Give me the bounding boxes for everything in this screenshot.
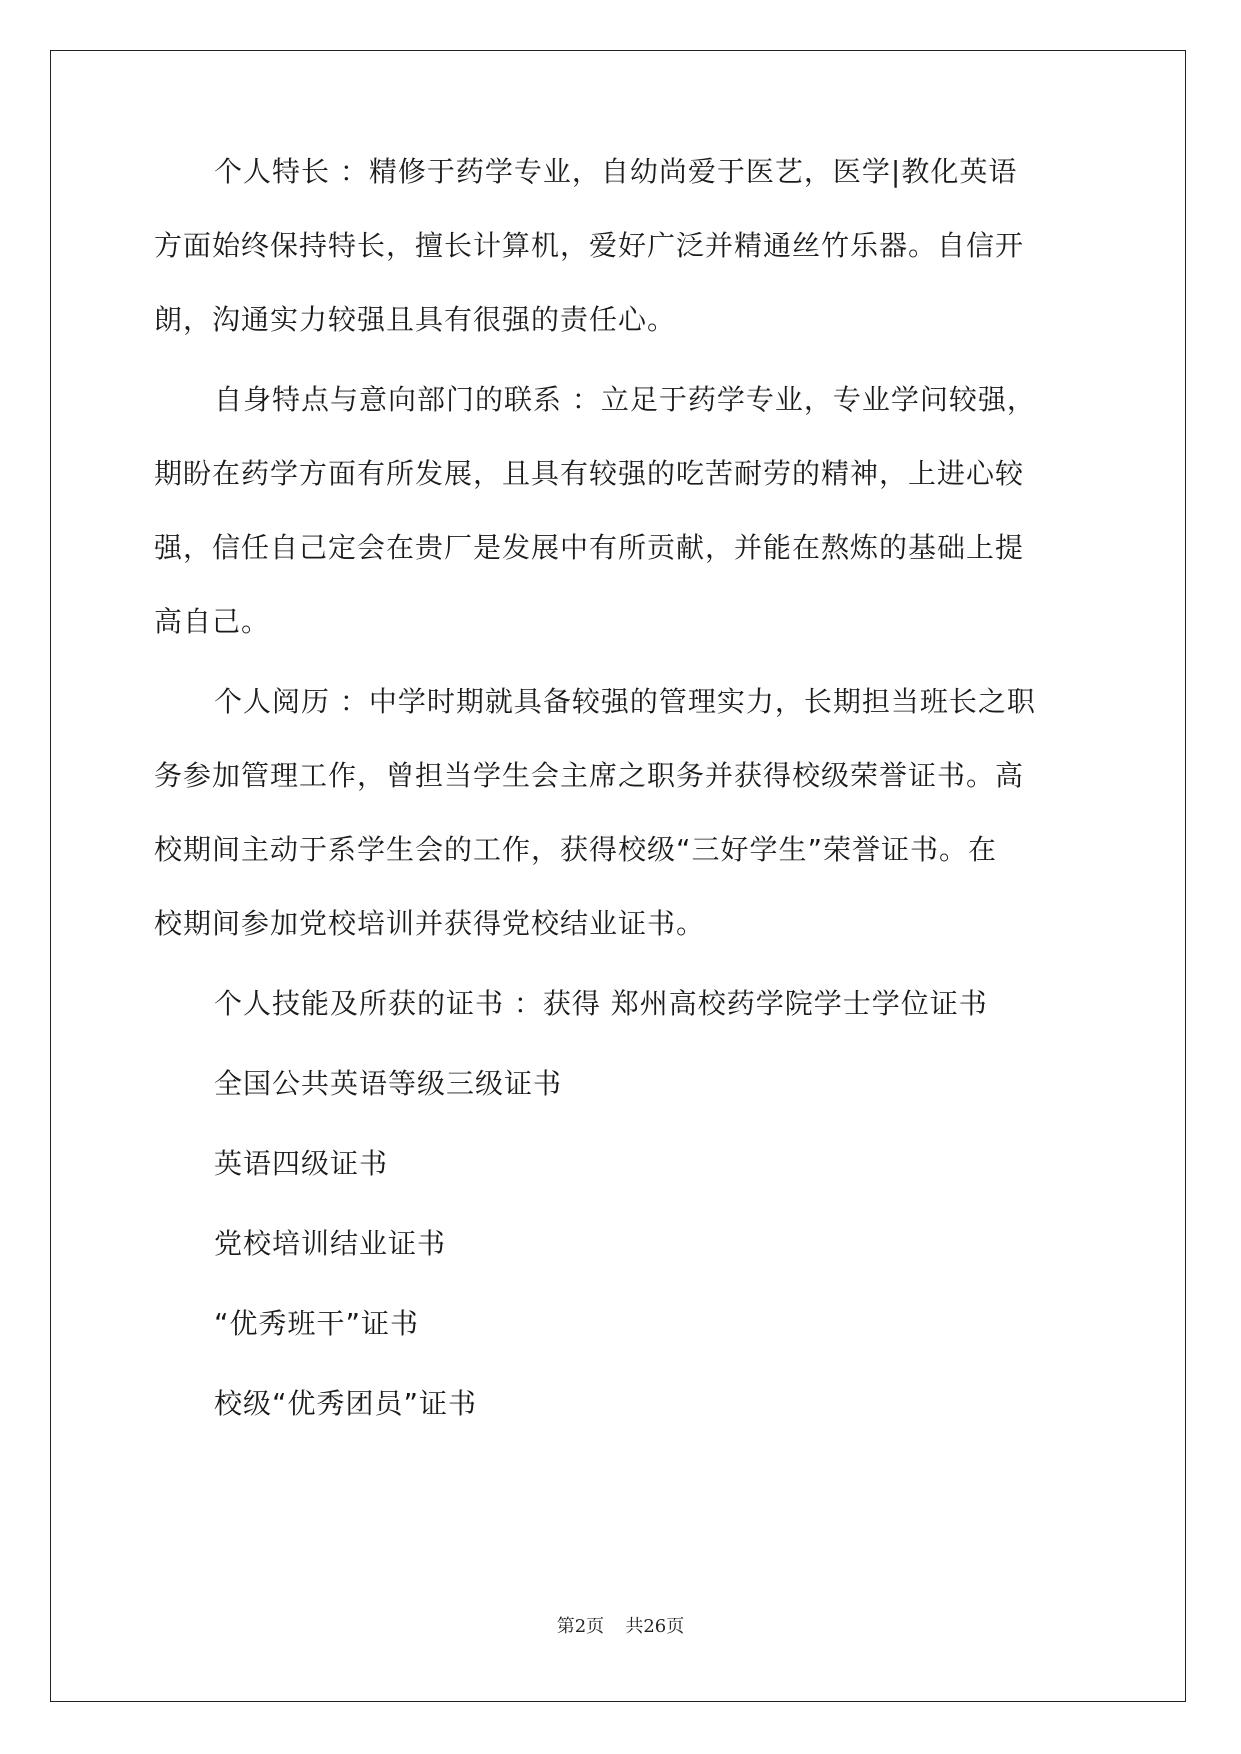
certificate-item: 全国公共英语等级三级证书 <box>214 1067 563 1100</box>
text-line: 高自己。 <box>154 605 271 638</box>
text-line: 校期间主动于系学生会的工作，获得校级“三好学生”荣誉证书。在 <box>154 833 998 866</box>
text-line: 强，信任自己定会在贵厂是发展中有所贡献，并能在熬炼的基础上提 <box>154 531 1025 564</box>
text-line: 个人技能及所获的证书 ：获得 郑州高校药学院学士学位证书 <box>214 987 988 1020</box>
text-line: 校期间参加党校培训并获得党校结业证书。 <box>154 907 706 940</box>
text-line: 务参加管理工作，曾担当学生会主席之职务并获得校级荣誉证书。高 <box>154 759 1025 792</box>
page-total: 共26页 <box>625 1616 685 1637</box>
certificate-item: 校级“优秀团员”证书 <box>214 1387 478 1420</box>
page-border <box>50 50 1186 1702</box>
text-line: 个人阅历 ：中学时期就具备较强的管理实力，长期担当班长之职 <box>214 685 1036 718</box>
text-line: 个人特长 ：精修于药学专业，自幼尚爱于医艺，医学|教化英语 <box>214 155 1018 188</box>
text-line: 期盼在药学方面有所发展，且具有较强的吃苦耐劳的精神，上进心较 <box>154 457 1025 490</box>
certificate-item: 英语四级证书 <box>214 1147 389 1180</box>
page-footer <box>0 1612 1241 1638</box>
certificate-item: “优秀班干”证书 <box>214 1307 420 1340</box>
text-line: 方面始终保持特长，擅长计算机，爱好广泛并精通丝竹乐器。自信开 <box>154 229 1025 262</box>
page-number: 第2页 <box>556 1616 605 1637</box>
certificate-item: 党校培训结业证书 <box>214 1227 447 1260</box>
text-line: 自身特点与意向部门的联系 ：立足于药学专业，专业学问较强， <box>214 383 1036 416</box>
text-line: 朗，沟通实力较强且具有很强的责任心。 <box>154 303 677 336</box>
